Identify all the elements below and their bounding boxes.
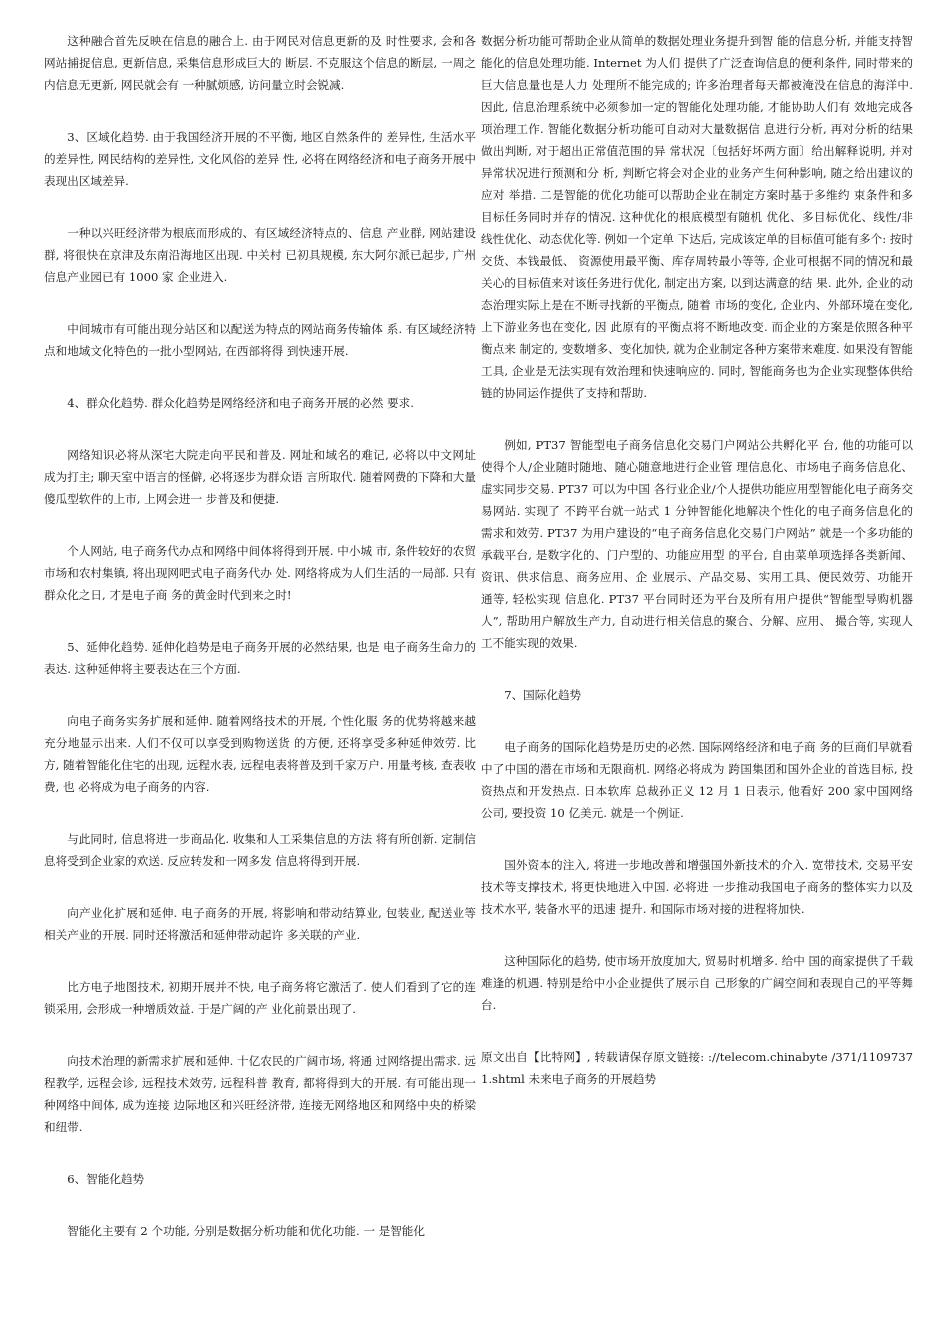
paragraph-regional-trend-heading: 3、区域化趋势. 由于我国经济开展的不平衡, 地区自然条件的 差异性, 生活水平的差异性, 网民结构的差异性, 文化风俗的差异 性, 必将在网络经济和电子商务开展中表现出区域差异. [44,130,476,188]
right-column [481,30,913,1120]
paragraph-market-openness: 这种国际化的趋势, 使市场开放度加大, 贸易时机增多. 给中 国的商家提供了千载难逢的机遇. 特别是给中小企业提供了展示自 己形象的广阔空间和表现自己的平等舞台. [481,954,913,1012]
paragraph-personal-websites: 个人网站, 电子商务代办点和网络中间体将得到开展. 中小城 市, 条件较好的农贸市场和农村集镇, 将出现网吧式电子商务代办 处. 网络将成为人们生活的一局部. 只有群众化之日, 才是电子商 务的黄金时代到来之时! [44,544,476,602]
paragraph-info-fusion: 这种融合首先反映在信息的融合上. 由于网民对信息更新的及 时性要求, 会和各网站捕捉信息, 更新信息, 采集信息形成巨大的 断层. 不克服这个信息的断层, 一周之内信息无更新, 网民就会有 一种腻烦感, 访问量立时会锐减. [44,34,476,92]
paragraph-industry-cluster: 一种以兴旺经济带为根底而形成的、有区域经济特点的、信息 产业群, 网站建设群, 将很快在京津及东南沿海地区出现. 中关村 已初具规模, 东大阿尔派已起步, 广州信息产业园已有 1000 家 企业进入. [44,226,476,284]
paragraph-middle-cities: 中间城市有可能出现分站区和以配送为特点的网站商务传输体 系. 有区域经济特点和地域文化特色的一批小型网站, 在西部将得 到快速开展. [44,322,476,358]
paragraph-info-commercialization: 与此同时, 信息将进一步商品化. 收集和人工采集信息的方法 将有所创新. 定制信息将受到企业家的欢送. 反应转发和一网多发 信息将得到开展. [44,832,476,868]
paragraph-mass-trend-heading: 4、群众化趋势. 群众化趋势是网络经济和电子商务开展的必然 要求. [67,396,414,410]
paragraph-intelligent-intro: 智能化主要有 2 个功能, 分别是数据分析功能和优化功能. 一 是智能化 [67,1224,425,1238]
paragraph-practice-extension: 向电子商务实务扩展和延伸. 随着网络技术的开展, 个性化服 务的优势将越来越充分地显示出来. 人们不仅可以享受到购物送货 的方便, 还将享受多种延伸效劳. 比方, 随着智能化住宅的出现, 远程水表, 远程电表将普及到千家万户. 用量考核, 查表收费, 也 必将成为电子商务的内容. [44,714,476,794]
source-link-text[interactable]: 原文出自【比特网】, 转载请保存原文链接: ://telecom.chinabyte /371/11097371.shtml 未来电子商务的开展趋势 [481,1050,913,1086]
paragraph-tech-management: 向技术治理的新需求扩展和延伸. 十亿农民的广阔市场, 将通 过网络提出需求. 远程教学, 远程会诊, 远程技术效劳, 远程科普 教育, 都将得到大的开展. 有可能出现一种网络中间体, 成为连接 边际地区和兴旺经济带, 连接无网络地区和网络中央的桥梁和纽带. [44,1054,476,1134]
paragraph-intelligent-trend-heading: 6、智能化趋势 [67,1172,145,1186]
paragraph-international-trend-heading: 7、国际化趋势 [504,688,582,702]
paragraph-network-knowledge: 网络知识必将从深宅大院走向平民和普及. 网址和域名的难记, 必将以中文网址成为打主; 聊天室中语言的怪僻, 必将逐步为群众语 言所取代. 随着网费的下降和大量傻瓜型软件的上市, 上网会进一 步普及和便捷. [44,448,476,506]
paragraph-extension-trend-heading: 5、延伸化趋势. 延伸化趋势是电子商务开展的必然结果, 也是 电子商务生命力的表达. 这种延伸将主要表达在三个方面. [44,640,476,676]
paragraph-pt37-example: 例如, PT37 智能型电子商务信息化交易门户网站公共孵化平 台, 他的功能可以使得个人/企业随时随地、随心随意地进行企业管 理信息化、市场电子商务信息化、虚实同步交易. PT37 可以为中国 各行业企业/个人提供功能应用型智能化电子商务交易网站. 实现了 不跨平台就一站式 1 分钟智能化地解决个性化的电子商务信息化的 需求和效劳. PT37 为用户建设的“电子商务信息化交易门户网站” 就是一个多功能的承载平台, 是数字化的、门户型的、功能应用型 的平台, 自由菜单项选择各类新闻、资讯、供求信息、商务应用、企 业展示、产品交易、实用工具、便民效劳、功能开通等, 轻松实现 信息化. PT37 平台同时还为平台及所有用户提供“智能型导购机器 人”, 帮助用户解放生产力, 自动进行相关信息的聚合、分解、应用、 撮合等, 实现人工不能实现的效果. [481,438,913,650]
paragraph-electronic-map: 比方电子地图技术, 初期开展并不快, 电子商务将它激活了. 使人们看到了它的连锁采用, 会形成一种增质效益. 于是广阔的产 业化前景出现了. [44,980,476,1016]
paragraph-data-analysis: 数据分析功能可帮助企业从简单的数据处理业务提升到智 能的信息分析, 并能支持智能化的信息处理功能. Internet 为人们 提供了广泛查询信息的便利条件, 同时带来的巨大信息量也是人力 处理所不能完成的; 许多治理者每天都被淹没在信息的海洋中. 因此, 信息治理系统中必须参加一定的智能化处理功能, 才能协助人们有 效地完成各项治理工作. 智能化数据分析功能可自动对大量数据信 息进行分析, 再对分析的结果做出判断, 对于超出正常值范围的异 常状况〔包括好坏两方面〕给出解释说明, 并对异常状况进行预测和分 析, 判断它将会对企业的业务产生何种影响, 随之给出建议的应对 举措. 二是智能的优化功能可以帮助企业在制定方案时基于多维约 束条件和多目标任务同时并存的情况. 这种优化的根底模型有随机 优化、多目标优化、线性/非线性优化、动态优化等. 例如一个定单 下达后, 完成该定单的目标值可能有多个: 按时交货、本钱最低、 资源使用最平衡、库存周转最小等等, 企业可根据不同的情况和最 关心的目标值来对该任务进行优化, 制定出方案, 以到达满意的结 果. 此外, 企业的动态治理实际上是在不断寻找新的平衡点, 随着 市场的变化, 企业内、外部环境在变化, 上下游业务也在变化, 因 此原有的平衡点将不断地改变. 而企业的方案是依照各种平衡点来 制定的, 变数增多、变化加快, 就为企业制定各种方案带来难度. 如果没有智能工具, 企业是无法实现有效治理和快速响应的. 同时, 智能商务也为企业实现整体供给链的协同运作提供了支持和帮助. [481,34,913,400]
paragraph-international-inevitable: 电子商务的国际化趋势是历史的必然. 国际网络经济和电子商 务的巨商们早就看中了中国的潜在市场和无限商机. 网络必将成为 跨国集团和国外企业的首选目标, 投资热点和开发热点. 日本软库 总裁孙正义 12 月 1 日表示, 他看好 200 家中国网络公司, 要投资 10 亿美元. 就是一个例证. [481,740,913,820]
left-column [44,30,476,1272]
paragraph-foreign-capital: 国外资本的注入, 将进一步地改善和增强国外新技术的介入. 宽带技术, 交易平安技术等支撑技术, 将更快地进入中国. 必将进 一步推动我国电子商务的整体实力以及技术水平, 装备水平的迅速 提升. 和国际市场对接的进程将加快. [481,858,913,916]
paragraph-industrial-extension: 向产业化扩展和延伸. 电子商务的开展, 将影响和带动结算业, 包装业, 配送业等相关产业的开展. 同时还将激活和延伸带动起许 多关联的产业. [44,906,476,942]
